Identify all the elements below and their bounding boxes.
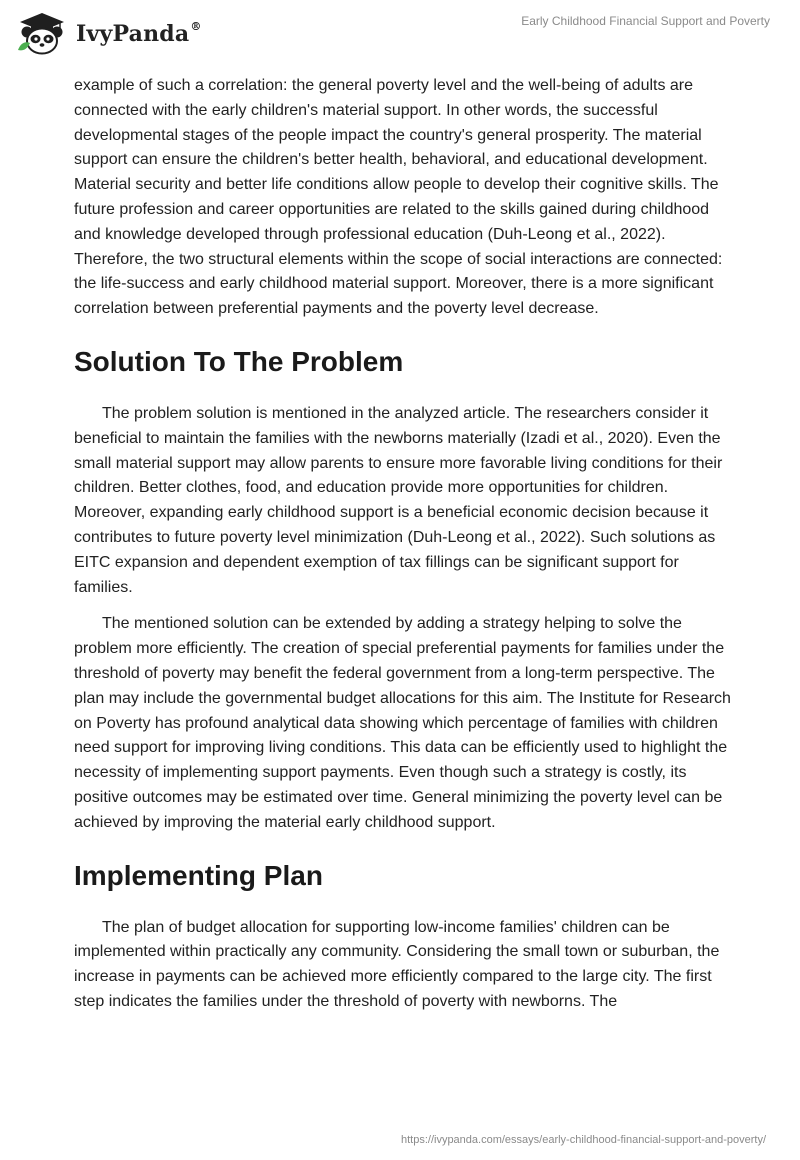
paragraph-plan: The plan of budget allocation for supporting low-income families' children can be implemented within practically any community. Considering the small town or suburban, the increase in payments can be achieved more efficiently compared to the large city. The first step indicates the families under the threshold of poverty with newborns. The bbox=[74, 918, 720, 1010]
paragraph-solution-1: The problem solution is mentioned in the analyzed article. The researchers consider it beneficial to maintain the families with the newborns materially (Izadi et al., 2020). Even the small material support may allow parents to ensure more favorable living conditions for their children. Better clothes, food, and education provide more opportunities for children. Moreover, expanding early childhood support is a beneficial economic decision because it contributes to future poverty level minimization (Duh-Leong et al., 2022). Such solutions as EITC expansion and dependent exemption of tax fillings can be significant support for families. bbox=[74, 404, 723, 596]
source-url-link[interactable]: https://ivypanda.com/essays/early-childhood-financial-support-and-poverty/ bbox=[400, 1134, 766, 1146]
article-body bbox=[74, 74, 734, 1027]
heading-implementing-plan: Implementing Plan bbox=[74, 859, 323, 891]
heading-solution: Solution To The Problem bbox=[74, 345, 404, 377]
logo-wordmark: IvyPanda® bbox=[76, 19, 202, 47]
ivypanda-logo[interactable] bbox=[14, 10, 202, 56]
page-header bbox=[14, 8, 770, 58]
document-title: Early Childhood Financial Support and Poverty bbox=[521, 14, 770, 28]
panda-logo-icon bbox=[14, 10, 70, 56]
paragraph-correlation: example of such a correlation: the general poverty level and the well-being of adults are connected with the early children's material support. In other words, the successful developmental stages of the people impact the country's general prosperity. The material support can ensure the children's better health, behavioral, and educational development. Material security and better life conditions allow people to develop their cognitive skills. The future profession and career opportunities are related to the skills gained during childhood and knowledge developed through professional education (Duh-Leong et al., 2022). Therefore, the two structural elements within the scope of social interactions are connected: the life-success and early childhood material support. Moreover, there is a more significant correlation between preferential payments and the poverty level decrease. bbox=[74, 77, 723, 318]
paragraph-solution-2: The mentioned solution can be extended by adding a strategy helping to solve the problem more efficiently. The creation of special preferential payments for families under the threshold of poverty may benefit the federal government from a long-term perspective. The plan may include the governmental budget allocations for this aim. The Institute for Research on Poverty has profound analytical data showing which percentage of families with children need support for improving living conditions. This data can be efficiently used to highlight the necessity of implementing support payments. Even though such a strategy is costly, its positive outcomes may be estimated over time. General minimizing the poverty level can be achieved by improving the material early childhood support. bbox=[74, 615, 731, 831]
